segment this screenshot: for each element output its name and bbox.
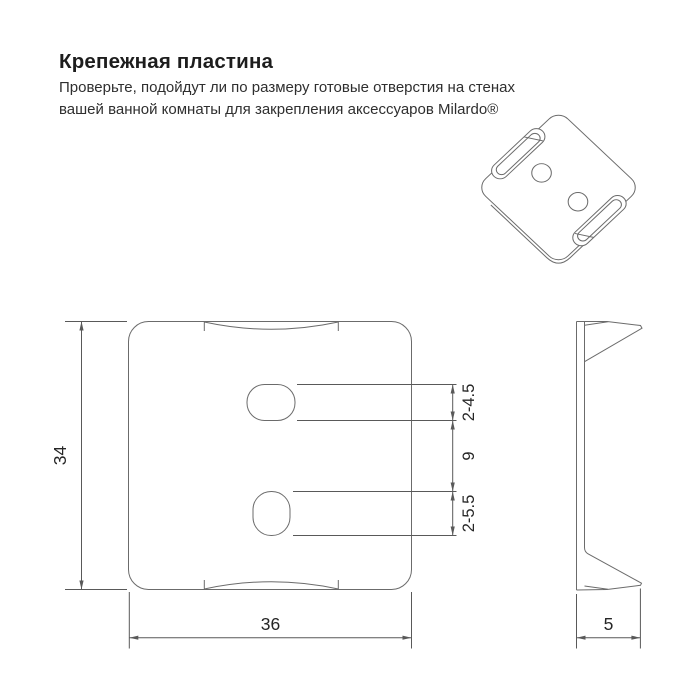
isometric-view <box>471 107 644 269</box>
side-plate-body <box>577 322 585 591</box>
front-view <box>129 322 412 590</box>
page-title: Крепежная пластина <box>59 50 274 73</box>
dim-plate-height-label: 34 <box>50 445 70 466</box>
dim-lower-hole-label: 2-5.5 <box>460 494 478 533</box>
dim-plate-width <box>129 592 411 649</box>
side-upper-flange <box>577 322 643 362</box>
dim-plate-depth <box>577 589 641 649</box>
side-lower-flange <box>577 548 642 591</box>
description-line-1: Проверьте, подойдут ли по размеру готовые отверстия на стенах <box>59 79 516 96</box>
front-plate <box>129 322 412 590</box>
description-line-2: вашей ванной комнаты для закрепления аксессуаров Milardo® <box>59 100 499 118</box>
dim-hole-gap-label: 9 <box>460 451 478 461</box>
dim-plate-width-label: 36 <box>260 614 281 634</box>
dim-plate-depth-label: 5 <box>603 614 614 634</box>
side-view <box>577 322 643 591</box>
iso-plate <box>476 110 640 265</box>
front-lower-hole <box>253 492 290 536</box>
dim-plate-height <box>50 322 127 590</box>
front-upper-hole <box>247 385 295 421</box>
dim-upper-hole-label: 2-4.5 <box>460 383 478 422</box>
